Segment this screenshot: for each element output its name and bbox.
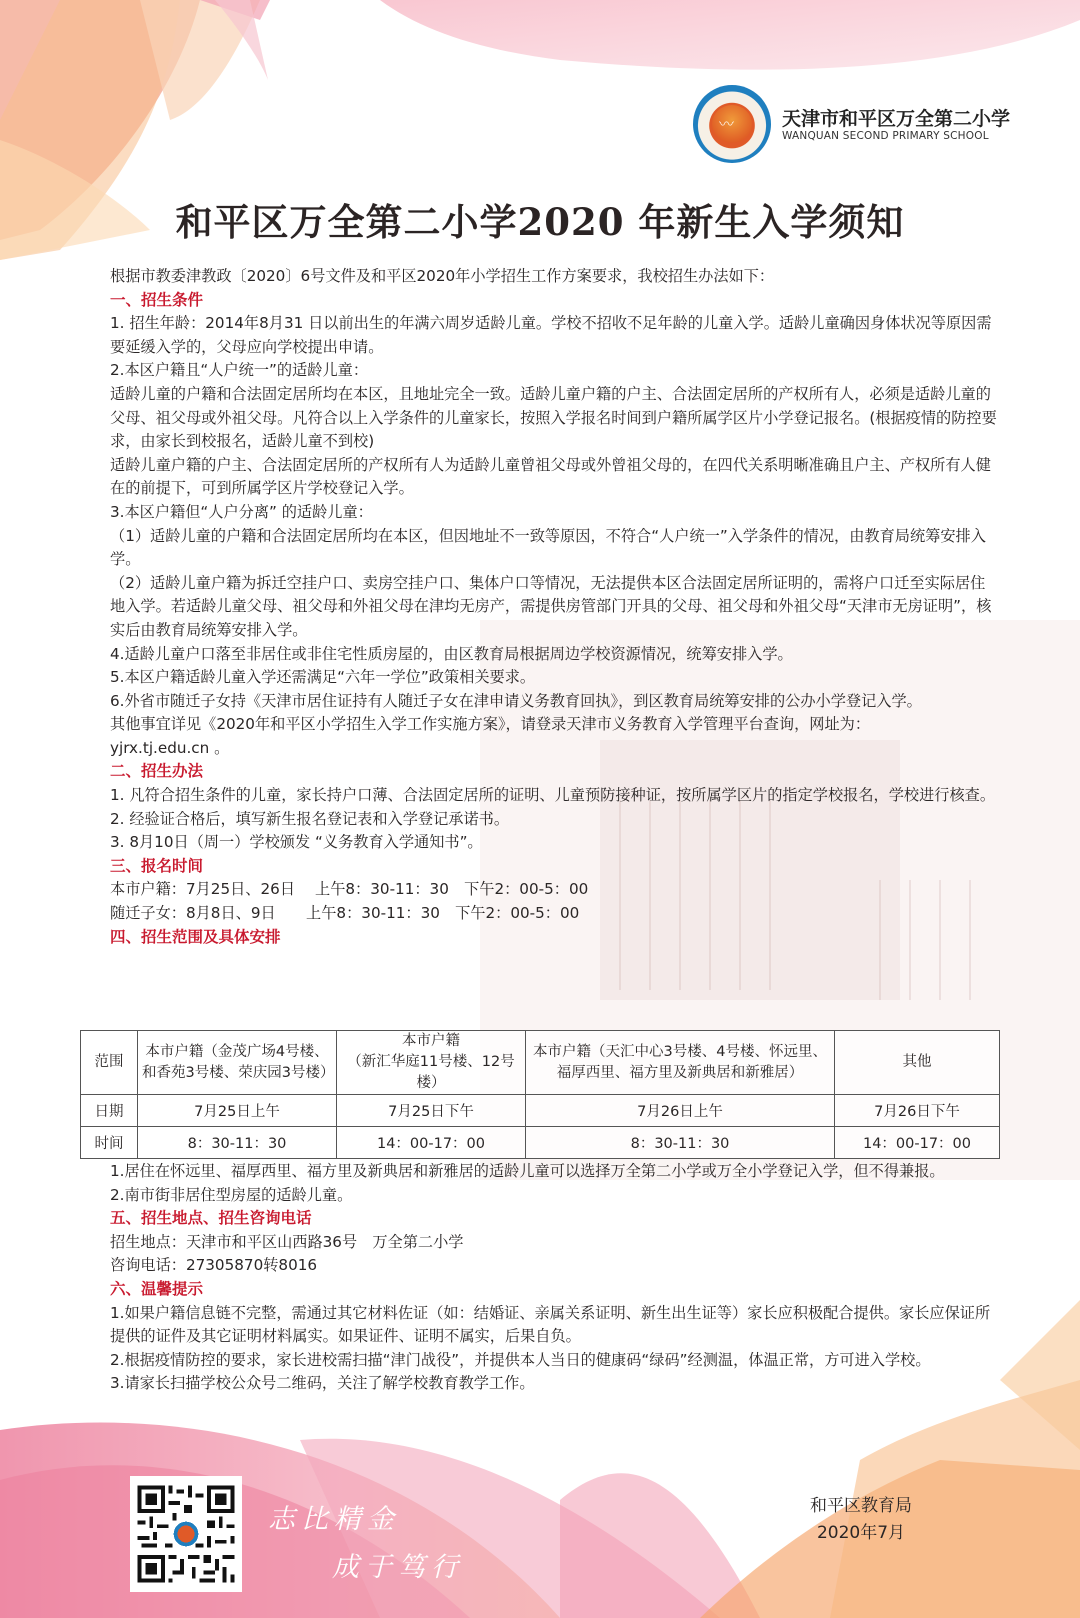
notice-body — [110, 265, 1000, 949]
section-heading-scope: 四、招生范围及具体安排 — [110, 927, 281, 946]
table-cell: 7月26日下午 — [835, 1095, 1000, 1127]
issuer: 和平区教育局 — [810, 1496, 912, 1516]
table-cell: 7月26日上午 — [526, 1095, 835, 1127]
table-cell: 本市户籍 （新汇华庭11号楼、12号楼） — [337, 1031, 526, 1095]
intro-paragraph: 根据市教委津教政〔2020〕6号文件及和平区2020年小学招生工作方案要求，我校招生办法如下： — [110, 267, 775, 285]
table-cell: 8：30-11：30 — [526, 1127, 835, 1159]
paragraph: 1. 招生年龄：2014年8月31 日以前出生的年满六周岁适龄儿童。学校不招收不足年龄的儿童入学。适龄儿童确因身体状况等原因需要延缓入学的，父母应向学校提出申请。 — [110, 314, 992, 356]
enrollment-schedule-table — [80, 1030, 1000, 1159]
registration-time-migrant: 随迁子女：8月8日、9日 上午8：30-11：30 下午2：00-5：00 — [110, 904, 580, 923]
school-motto-line1: 志比精金 — [268, 1504, 400, 1535]
paragraph: 1.居住在怀远里、福厚西里、福方里及新典居和新雅居的适龄儿童可以选择万全第二小学或万全小学登记入学，但不得兼报。 — [110, 1162, 945, 1180]
table-row — [81, 1127, 1000, 1159]
paragraph: 3.请家长扫描学校公众号二维码，关注了解学校教育教学工作。 — [110, 1374, 535, 1393]
signature-block — [810, 1493, 912, 1547]
qr-code-icon[interactable] — [130, 1476, 242, 1592]
paragraph: 适龄儿童的户籍和合法固定居所均在本区，且地址完全一致。适龄儿童户籍的户主、合法固定居所的产权所有人，必须是适龄儿童的父母、祖父母或外祖父母。凡符合以上入学条件的儿童家长，按照入学报名时间到户籍所属学区片小学登记报名。(根据疫情的防控要求，由家长到校报名，适龄儿童不到校) — [110, 384, 997, 451]
table-row — [81, 1031, 1000, 1095]
section-heading-location: 五、招生地点、招生咨询电话 — [110, 1209, 312, 1228]
table-cell: 其他 — [835, 1031, 1000, 1095]
row-label: 日期 — [81, 1095, 138, 1127]
paragraph: 6.外省市随迁子女持《天津市居住证持有人随迁子女在津申请义务教育回执》，到区教育局统筹安排的公办小学登记入学。 — [110, 691, 922, 710]
page-title: 和平区万全第二小学2020 年新生入学须知 — [175, 200, 905, 244]
table-cell: 本市户籍（天汇中心3号楼、4号楼、怀远里、 福厚西里、福方里及新典居和新雅居） — [526, 1031, 835, 1095]
table-row — [81, 1095, 1000, 1127]
paragraph: （1）适龄儿童的户籍和合法固定居所均在本区，但因地址不一致等原因，不符合“人户统一”入学条件的情况，由教育局统筹安排入学。 — [110, 526, 986, 569]
paragraph: 适龄儿童户籍的户主、合法固定居所的产权所有人为适龄儿童曾祖父母或外曾祖父母的，在四代关系明晰准确且户主、产权所有人健在的前提下，可到所属学区片学校登记入学。 — [110, 455, 991, 498]
table-cell: 14：00-17：00 — [337, 1127, 526, 1159]
section-heading-conditions: 一、招生条件 — [110, 290, 204, 309]
consultation-phone: 咨询电话：27305870转8016 — [110, 1256, 318, 1275]
paragraph: 2.根据疫情防控的要求，家长进校需扫描“津门战役”，并提供本人当日的健康码“绿码”经测温，体温正常，方可进入学校。 — [110, 1350, 931, 1369]
table-cell: 8：30-11：30 — [138, 1127, 337, 1159]
paragraph-text: 其他事宜详见《2020年和平区小学招生入学工作实施方案》，请登录天津市义务教育入学管理平台查询，网址为： — [110, 715, 871, 734]
section-heading-tips: 六、温馨提示 — [110, 1279, 204, 1298]
school-name-cn: 天津市和平区万全第二小学 — [782, 108, 1011, 130]
school-name-en: WANQUAN SECOND PRIMARY SCHOOL — [782, 130, 989, 142]
paragraph: 2.南市街非居住型房屋的适龄儿童。 — [110, 1185, 353, 1204]
school-emblem-icon: 〰 — [693, 85, 771, 163]
table-cell: 14：00-17：00 — [835, 1127, 1000, 1159]
row-label: 范围 — [81, 1031, 138, 1095]
paragraph: 4.适龄儿童户口落至非居住或非住宅性质房屋的，由区教育局根据周边学校资源情况，统筹安排入学。 — [110, 644, 793, 663]
paragraph: 1.如果户籍信息链不完整，需通过其它材料佐证（如：结婚证、亲属关系证明、新生出生证等）家长应积极配合提供。家长应保证所提供的证件及其它证明材料属实。如果证件、证明不属实，后果自负。 — [110, 1303, 991, 1346]
paragraph: 1. 凡符合招生条件的儿童，家长持户口薄、合法固定居所的证明、儿童预防接种证，按所属学区片的指定学校报名，学校进行核查。 — [110, 786, 996, 805]
paragraph: 2. 经验证合格后，填写新生报名登记表和入学登记承诺书。 — [110, 809, 510, 828]
paragraph: 3. 8月10日（周一）学校颁发 “义务教育入学通知书”。 — [110, 833, 483, 852]
paragraph: 2.本区户籍且“人户统一”的适龄儿童： — [110, 361, 369, 380]
issue-date: 2020年7月 — [816, 1523, 906, 1543]
section-heading-registration-time: 三、报名时间 — [110, 856, 204, 875]
table-cell: 7月25日上午 — [138, 1095, 337, 1127]
table-cell: 7月25日下午 — [337, 1095, 526, 1127]
enrollment-location: 招生地点：天津市和平区山西路36号 万全第二小学 — [110, 1232, 464, 1251]
paragraph: 3.本区户籍但“人户分离” 的适龄儿童： — [110, 502, 373, 521]
paragraph: （2）适龄儿童户籍为拆迁空挂户口、卖房空挂户口、集体户口等情况，无法提供本区合法固定居所证明的，需将户口迁至实际居住地入学。若适龄儿童父母、祖父母和外祖父母在津均无房产，需提供房管部门开具的父母、祖父母和外祖父母“天津市无房证明”，核实后由教育局统筹安排入学。 — [110, 573, 992, 639]
table-cell: 本市户籍（金茂广场4号楼、 和香苑3号楼、荣庆园3号楼） — [138, 1031, 337, 1095]
registration-time-local: 本市户籍：7月25日、26日 上午8：30-11：30 下午2：00-5：00 — [110, 880, 589, 899]
section-heading-method: 二、招生办法 — [110, 762, 204, 781]
row-label: 时间 — [81, 1127, 138, 1159]
paragraph: 5.本区户籍适龄儿童入学还需满足“六年一学位”政策相关要求。 — [110, 668, 536, 687]
school-motto-line2: 成于笃行 — [332, 1552, 464, 1583]
paragraph — [110, 713, 1000, 760]
enrollment-url-link[interactable]: yjrx.tj.edu.cn — [110, 738, 210, 757]
notice-body-continued — [110, 1160, 1000, 1396]
url-suffix: 。 — [209, 738, 230, 757]
